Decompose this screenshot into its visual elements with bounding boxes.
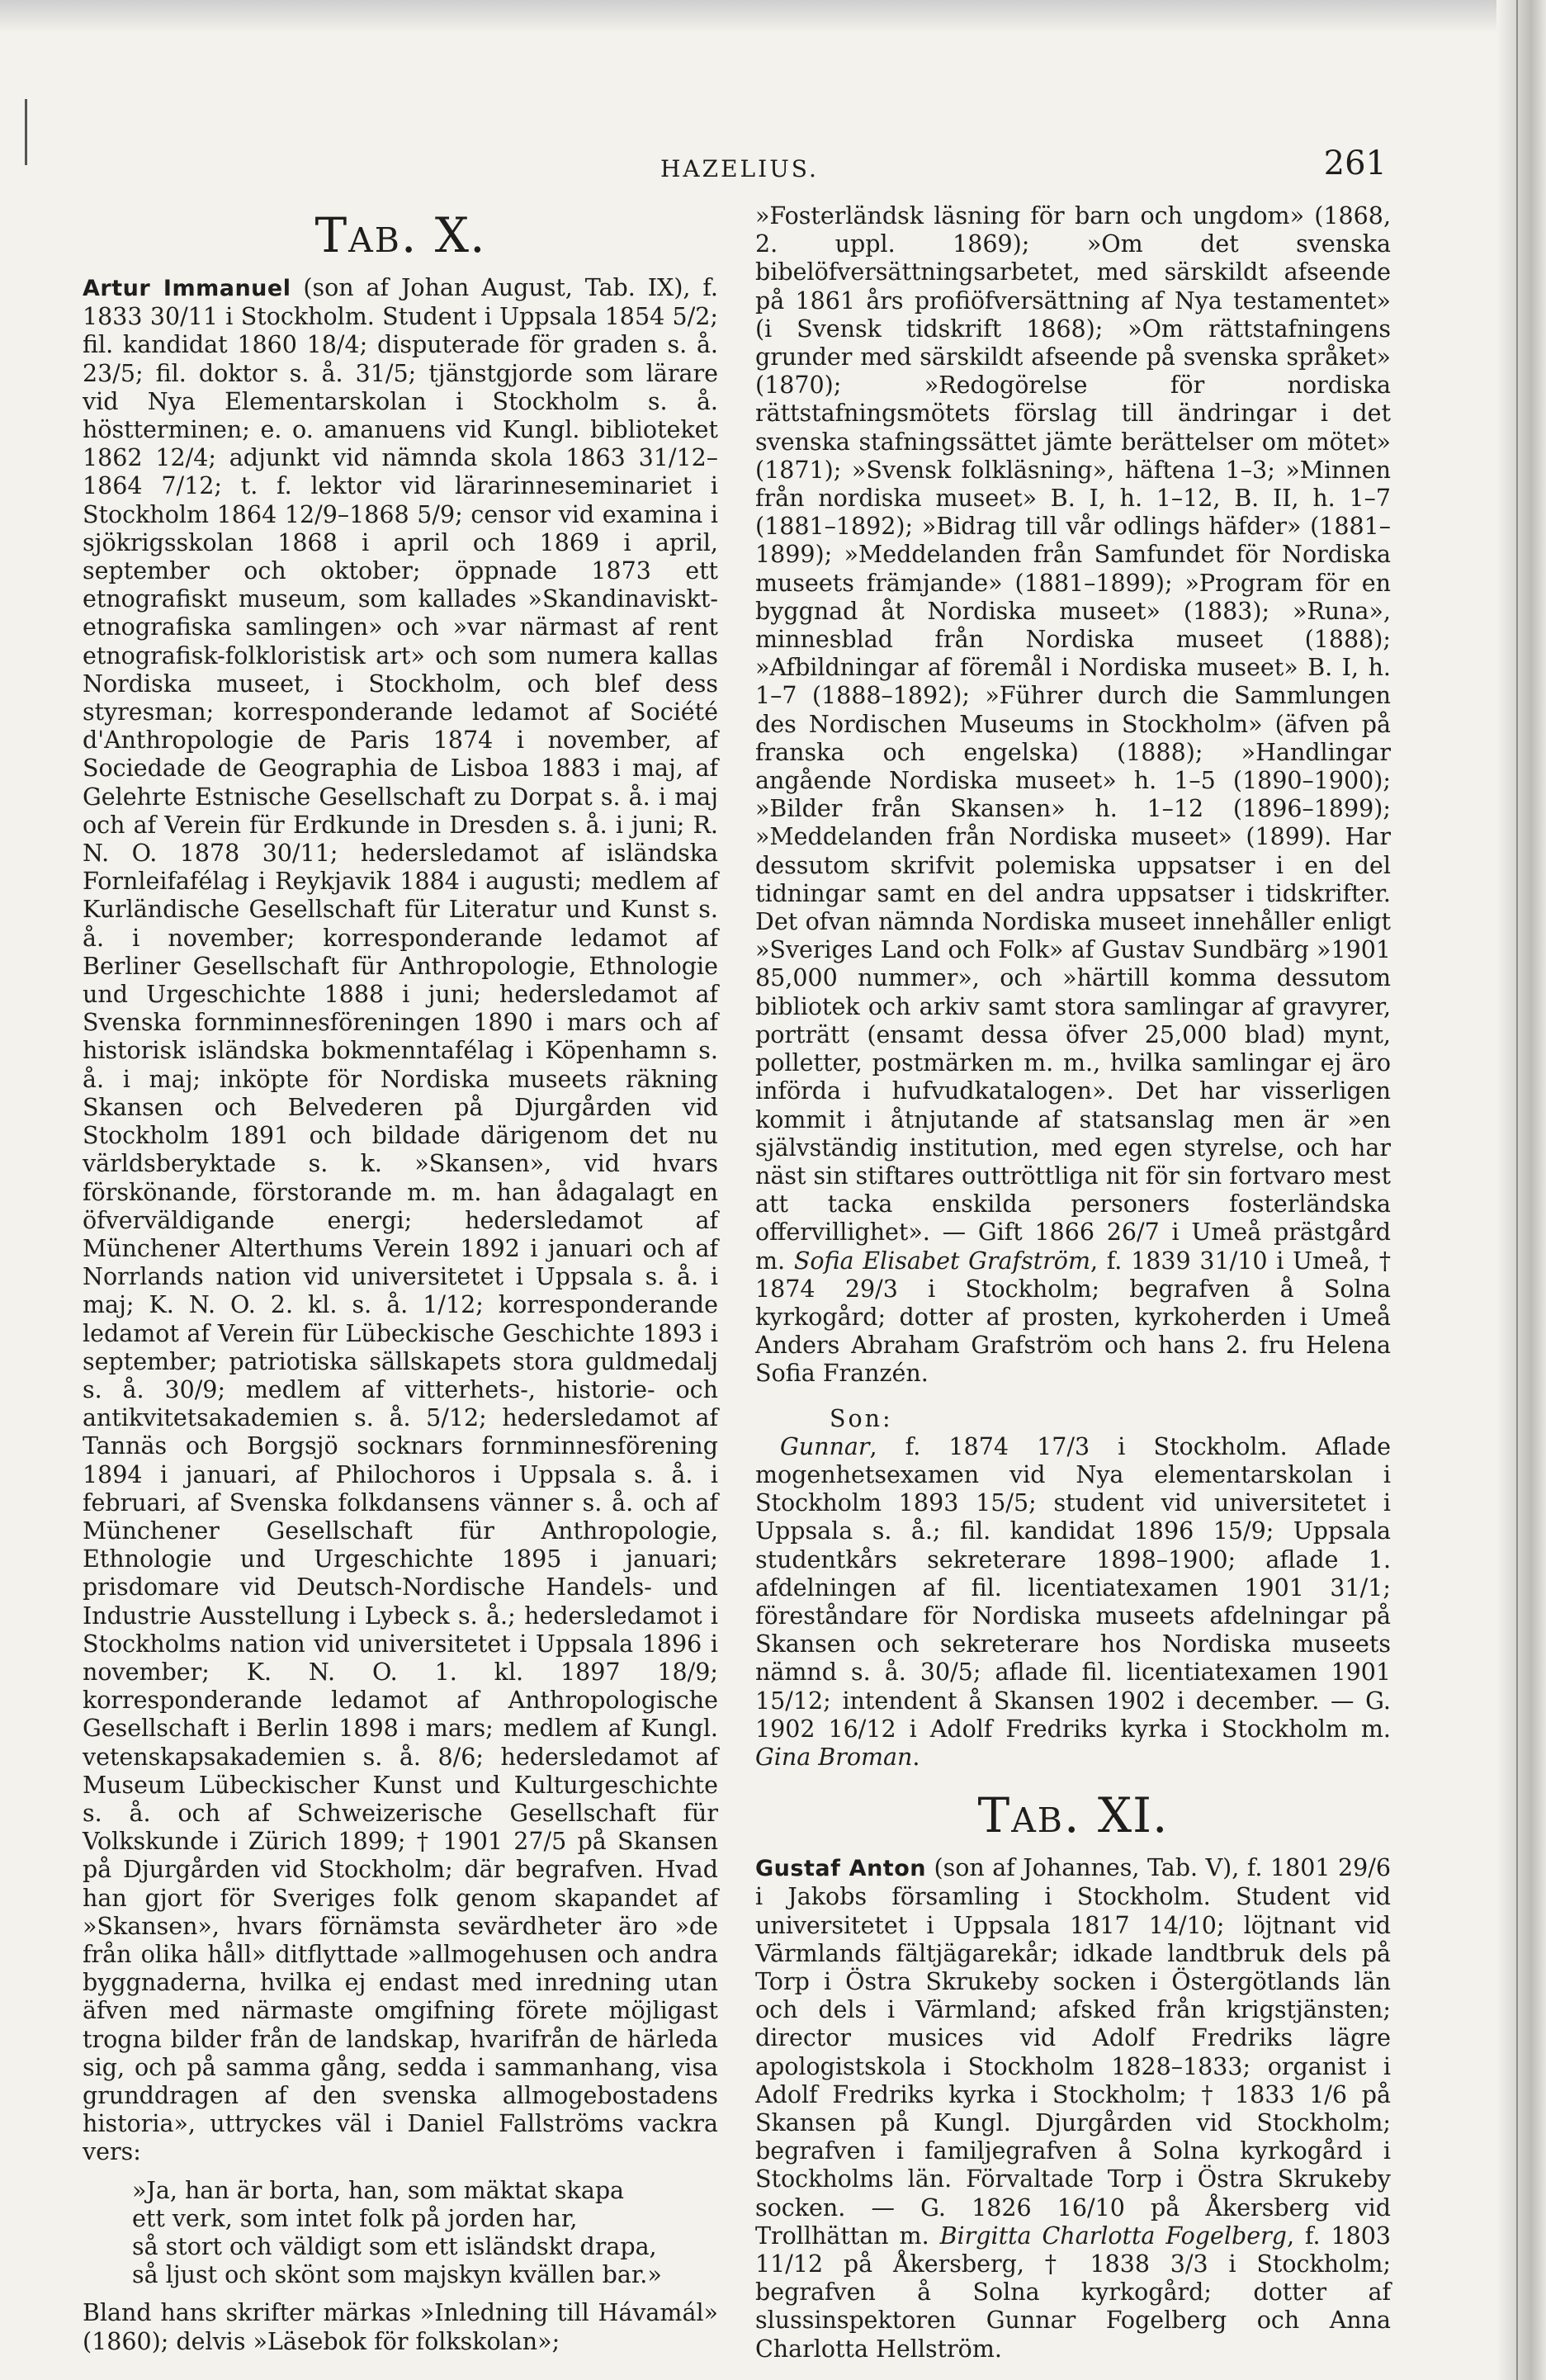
left-column [83,198,718,2355]
wife-text: , f. 1839 31/10 i Umeå, † 1874 29/3 i Stockholm; begrafven å Solna kyrkogård; dotter af prosten, kyrkoherden i Umeå Anders Abraham Grafström och hans 2. fru Helena Sofia Franzén. [755,1247,1391,1388]
tab-x-prefix: Tab. [314,207,418,263]
book-gutter [1496,0,1546,2380]
entry-gustaf [755,1854,1391,2363]
after-poem-text: Bland hans skrifter märkas »Inledning till Hávamál» (1860); delvis »Läsebok för folkskolan»; [83,2299,718,2355]
running-title: HAZELIUS. [660,155,819,182]
entry-name: Gustaf Anton [755,1856,926,1882]
wife-name: Sofia Elisabet Grafström [793,1247,1090,1275]
poem [132,2177,718,2290]
poem-line: så ljust och skönt som majskyn kvällen bar.» [132,2261,662,2289]
book-page [83,124,1391,2363]
scan-edge [0,0,1546,33]
entry-continuation [755,202,1391,1389]
wife-text: , f. 1803 11/12 på Åkersberg, † 1838 3/3 i Stockholm; begrafven å Solna kyrkogård; dotter af slussinspektoren Gunnar Fogelberg och Anna Charlotta Hellström. [755,2221,1391,2363]
son-wife-end: . [912,1743,920,1771]
entry-gunnar [755,1433,1391,1772]
wife-name: Birgitta Charlotta Fogelberg [939,2221,1287,2250]
gutter-line [1516,0,1518,2380]
right-column [755,202,1391,2363]
son-text: , f. 1874 17/3 i Stockholm. Aflade mogenhetsexamen vid Nya elementarskolan i Stockholm 1893 15/5; student vid universitetet i Uppsala s. å.; fil. kandidat 1896 15/9; Uppsala studentkårs sekreterare 1898–1900; aflade 1. afdelningen af fil. licentiatexamen 1901 31/1; föreståndare för Nordiska museets afdelningar på Skansen och sekreterare hos Nordiska museets nämnd s. å. 30/5; aflade fil. licentiatexamen 1901 15/12; intendent å Skansen 1902 i december. — G. 1902 16/12 i Adolf Fredriks kyrka i Stockholm m. [755,1432,1391,1743]
poem-line: »Ja, han är borta, han, som mäktat skapa [132,2176,625,2204]
son-wife-name: Gina Broman [755,1743,913,1771]
tab-xi-prefix: Tab. [977,1787,1081,1844]
entry-text: (son af Johan August, Tab. IX), f. 1833 30/11 i Stockholm. Student i Uppsala 1854 5/2; fil. kandidat 1860 18/4; disputerade för graden s. å. 23/5; fil. doktor s. å. 31/5; tjänstgjorde som lärare vid Nya Elementarskolan i Stockholm s. å. höstterminen; e. o. amanuens vid Kungl. biblioteket 1862 12/4; adjunkt vid nämnda skola 1863 31/12–1864 7/12; t. f. lektor vid lärarinneseminariet i Stockholm 1864 12/9–1868 5/9; censor vid examina i sjökrigsskolan 1868 i april och 1869 i april, september och oktober; öppnade 1873 ett etnografiskt museum, som kallades »Skandinaviskt-etnografiska samlingen» och »var närmast af rent etnografisk-folkloristisk art» och som numera kallas Nordiska museet, i Stockholm, och blef dess styresman; korresponderande ledamot af Société d'Anthropologie de Paris 1874 i november, af Sociedade de Geographia de Lisboa 1883 i maj, af Gelehrte Estnische Gesellschaft zu Dorpat s. å. i maj och af Verein für Erdkunde in Dresden s. å. i juni; R. N. O. 1878 30/11; hedersledamot af isländska Fornleifafélag i Reykjavik 1884 i augusti; medlem af Kurländische Gesellschaft für Literatur und Kunst s. å. i november; korresponderande ledamot af Berliner Gesellschaft für Anthropologie, Ethnologie und Urgeschichte 1888 i juni; hedersledamot af Svenska fornminnesföreningen 1890 i mars och af historisk isländska bokmenntafélag i Köpenhamn s. å. i maj; inköpte för Nordiska museets räkning Skansen och Belvederen på Djurgården vid Stockholm 1891 och bildade därigenom det nu världsberyktade s. k. »Skansen», vid hvars förskönande, förstorande m. m. han ådagalagt en öfverväldigande energi; hedersledamot af Münchener Alterthums Verein 1892 i januari och af Norrlands nation vid universitetet i Uppsala s. å. i maj; K. N. O. 2. kl. s. å. 1/12; korresponderande ledamot af Verein für Lübeckische Geschichte 1893 i september; patriotiska sällskapets stora guldmedalj s. å. 30/9; medlem af vitterhets-, historie- och antikvitetsakademien s. å. 5/12; hedersledamot af Tannäs och Borgsjö socknars fornminnesförening 1894 i januari, af Philochoros i Uppsala s. å. i februari, af Svenska folkdansens vänner s. å. och af Münchener Gesellschaft für Anthropologie, Ethnologie und Urgeschichte 1895 i januari; prisdomare vid Deutsch-Nordische Handels- und Industrie Ausstellung i Lybeck s. å.; hedersledamot i Stockholms nation vid universitetet i Uppsala 1896 i november; K. N. O. 1. kl. 1897 18/9; korresponderande ledamot af Anthropologische Gesellschaft i Berlin 1898 i mars; medlem af Kungl. vetenskapsakademien s. å. 8/6; hedersledamot af Museum Lübeckischer Kunst und Kulturgeschichte s. å. och af Schweizerische Gesellschaft für Volkskunde i Zürich 1899; † 1901 27/5 på Skansen på Djurgården vid Stockholm; där begrafven. Hvad han gjort för Sveriges folk genom skapandet af »Skansen», hvars förnämsta sevärdheter äro »de från olika håll» ditflyttade »allmogehusen och andra byggnaderna, hvilka ej endast med inredning utan äfven med närmaste omgifning förete möjligast trogna bilder från de landskap, hvarifrån de härleda sig, och på samma gång, sedda i sammanhang, visa grunddragen af den svenska allmogebostadens historia», uttryckes väl i Daniel Fallströms vackra vers: [83,274,718,2166]
son-name: Gunnar [780,1432,870,1460]
running-head [83,140,1387,190]
poem-line: ett verk, som intet folk på jorden har, [132,2204,578,2232]
continuation-text: »Fosterländsk läsning för barn och ungdom» (1868, 2. uppl. 1869); »Om det svenska bibelöfversättningsarbetet, med särskildt afseende på 1861 års profiöfversättning af Nya testamentet» (i Svensk tidskrift 1868); »Om rättstafningens grunder med särskildt afseende på svenska språket» (1870); »Redogörelse för nordiska rättstafningsmötets förslag till ändringar i det svenska stafningssättet jämte berättelser om mötet» (1871); »Svensk folkläsning», häftena 1–3; »Minnen från nordiska museet» B. I, h. 1–12, B. II, h. 1–7 (1881–1892); »Bidrag till vår odlings häfder» (1881–1899); »Meddelanden från Samfundet för Nordiska museets främjande» (1881–1899); »Program för en byggnad åt Nordiska museet» (1883); »Runa», minnesblad från Nordiska museet (1888); »Afbildningar af föremål i Nordiska museet» B. I, h. 1–7 (1888–1892); »Führer durch die Sammlungen des Nordischen Museums in Stockholm» (äfven på franska och engelska) (1888); »Handlingar angående Nordiska museet» h. 1–5 (1890–1900); »Bilder från Skansen» h. 1–12 (1896–1899); »Meddelanden från Nordiska museet» (1899). Har dessutom skrifvit polemiska uppsatser i en del tidningar samt en del andra uppsatser i tidskrifter. Det ofvan nämnda Nordiska museet innehåller enligt »Sveriges Land och Folk» af Gustav Sundbärg »1901 85,000 nummer», och »härtill komma dessutom bibliotek och arkiv samt stora samlingar af gravyrer, porträtt (ensamt dessa öfver 25,000 blad) mynt, polletter, postmärken m. m., hvilka samlingar ej äro införda i hufvudkatalogen». Det har visserligen kommit i åtnjutande af statsanslag men är »en självständig institution, med egen styrelse, och har näst sin stiftares outtröttliga nit för sin fortvaro mest att tacka enskilda personers fosterländska offervillighet». — Gift 1866 26/7 i Umeå prästgård m. [755,202,1391,1275]
poem-line: så stort och väldigt som ett isländskt drapa, [132,2233,657,2261]
entry-name: Artur Immanuel [83,276,291,301]
son-label: Son: [830,1404,893,1432]
scan-mark [25,99,27,165]
tab-x-heading [83,206,718,264]
tab-x-number: X. [434,207,486,263]
tab-xi-number: XI. [1097,1787,1169,1844]
page-number: 261 [1323,144,1387,182]
entry-artur [83,274,718,2167]
tab-xi-heading [755,1786,1391,1844]
entry-text: (son af Johannes, Tab. V), f. 1801 29/6 i Jakobs församling i Stockholm. Student vid universitetet i Uppsala 1817 14/10; löjtnant vid Värmlands fältjägarekår; idkade landtbruk dels på Torp i Östra Skrukeby socken i Östergötlands län och dels i Värmland; afsked från krigstjänsten; director musices vid Adolf Fredriks lägre apologistskola i Stockholm 1828–1833; organist i Adolf Fredriks kyrka i Stockholm; † 1833 1/6 på Skansen på Kungl. Djurgården vid Stockholm; begrafven i familjegrafven å Solna kyrkogård i Stockholms län. Förvaltade Torp i Östra Skrukeby socken. — G. 1826 16/10 på Åkersberg vid Trollhättan m. [755,1854,1391,2250]
